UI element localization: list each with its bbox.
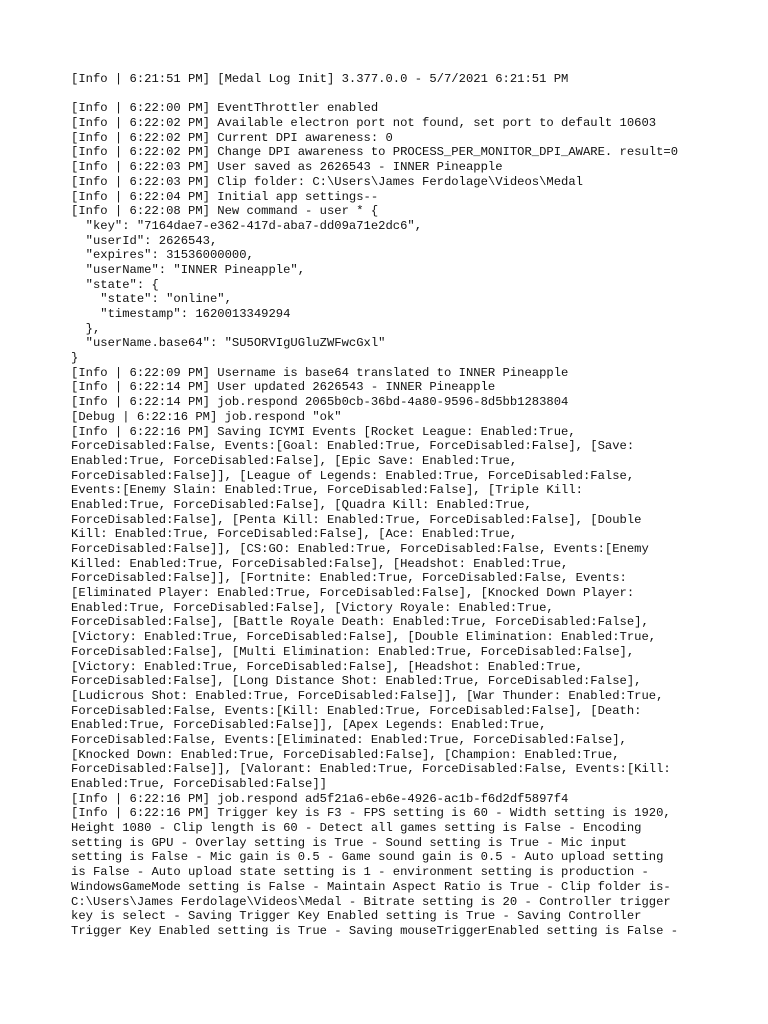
log-line: "key": "7164dae7-e362-417d-aba7-dd09a71e2dc6", xyxy=(71,218,423,233)
log-line: WindowsGameMode setting is False - Maintain Aspect Ratio is True - Clip folder is- xyxy=(71,879,671,894)
log-line: Enabled:True, ForceDisabled:False], [Victory Royale: Enabled:True, xyxy=(71,600,554,615)
log-line: "state": { xyxy=(71,277,159,292)
blank-line xyxy=(71,87,711,102)
log-line: [Info | 6:22:14 PM] User updated 2626543 - INNER Pineapple xyxy=(71,380,496,395)
log-line: [Info | 6:22:04 PM] Initial app settings-- xyxy=(71,189,379,204)
log-line: "timestamp": 1620013349294 xyxy=(71,307,291,321)
log-line: Height 1080 - Clip length is 60 - Detect all games setting is False - Encoding xyxy=(71,821,642,836)
log-line: [Ludicrous Shot: Enabled:True, ForceDisabled:False]], [War Thunder: Enabled:True, xyxy=(71,688,664,703)
log-line: Enabled:True, ForceDisabled:False]] xyxy=(71,777,327,791)
log-line: ForceDisabled:False]], [League of Legends: Enabled:True, ForceDisabled:False, xyxy=(71,468,635,483)
log-line: }, xyxy=(71,321,101,336)
log-line: Kill: Enabled:True, ForceDisabled:False], [Ace: Enabled:True, xyxy=(71,527,518,542)
log-line: C:\Users\James Ferdolage\Videos\Medal - Bitrate setting is 20 - Controller trigger xyxy=(71,894,671,909)
log-body xyxy=(71,101,711,938)
log-line: [Info | 6:22:02 PM] Available electron port not found, set port to default 10603 xyxy=(71,116,657,131)
log-line: Killed: Enabled:True, ForceDisabled:False], [Headshot: Enabled:True, xyxy=(71,556,569,571)
log-line: [Info | 6:22:03 PM] User saved as 2626543 - INNER Pineapple xyxy=(71,160,503,175)
log-document xyxy=(71,72,711,939)
log-line: ForceDisabled:False]], [Fortnite: Enabled:True, ForceDisabled:False, Events: xyxy=(71,571,627,586)
log-line: [Info | 6:22:08 PM] New command - user * { xyxy=(71,204,379,219)
log-line: Enabled:True, ForceDisabled:False], [Epic Save: Enabled:True, xyxy=(71,453,518,468)
log-line: [Victory: Enabled:True, ForceDisabled:False], [Headshot: Enabled:True, xyxy=(71,659,583,674)
log-line: is False - Auto upload state setting is 1 - environment setting is production - xyxy=(71,865,649,880)
log-line: ForceDisabled:False]], [CS:GO: Enabled:True, ForceDisabled:False, Events:[Enemy xyxy=(71,542,649,556)
log-line: key is select - Saving Trigger Key Enabled setting is True - Saving Controller xyxy=(71,909,642,924)
log-line: "userName": "INNER Pineapple", xyxy=(71,262,306,277)
log-line: [Info | 6:22:16 PM] job.respond ad5f21a6-eb6e-4926-ac1b-f6d2df5897f4 xyxy=(71,791,569,806)
log-line: Events:[Enemy Slain: Enabled:True, ForceDisabled:False], [Triple Kill: xyxy=(71,483,583,498)
log-line: [Victory: Enabled:True, ForceDisabled:False], [Double Elimination: Enabled:True, xyxy=(71,630,657,645)
log-line: ForceDisabled:False, Events:[Kill: Enabled:True, ForceDisabled:False], [Death: xyxy=(71,703,642,718)
log-line: ForceDisabled:False, Events:[Goal: Enabled:True, ForceDisabled:False], [Save: xyxy=(71,439,635,454)
log-line: Trigger Key Enabled setting is True - Saving mouseTriggerEnabled setting is False - xyxy=(71,923,679,938)
log-line: [Debug | 6:22:16 PM] job.respond "ok" xyxy=(71,409,342,424)
log-line: [Eliminated Player: Enabled:True, ForceDisabled:False], [Knocked Down Player: xyxy=(71,586,635,601)
log-line: "state": "online", xyxy=(71,292,232,307)
log-header-line: [Info | 6:21:51 PM] [Medal Log Init] 3.377.0.0 - 5/7/2021 6:21:51 PM xyxy=(71,72,569,86)
log-line: [Info | 6:22:14 PM] job.respond 2065b0cb-36bd-4a80-9596-8d5bb1283804 xyxy=(71,395,569,410)
log-line: [Info | 6:22:02 PM] Current DPI awareness: 0 xyxy=(71,130,393,145)
log-line: Enabled:True, ForceDisabled:False], [Quadra Kill: Enabled:True, xyxy=(71,497,532,512)
log-line: [Info | 6:22:16 PM] Saving ICYMI Events [Rocket League: Enabled:True, xyxy=(71,424,576,439)
log-line: ForceDisabled:False], [Penta Kill: Enabled:True, ForceDisabled:False], [Double xyxy=(71,512,642,527)
log-line: setting is GPU - Overlay setting is True - Sound setting is True - Mic input xyxy=(71,835,627,850)
log-line: } xyxy=(71,351,79,366)
log-line: [Info | 6:22:03 PM] Clip folder: C:\Users\James Ferdolage\Videos\Medal xyxy=(71,174,583,189)
log-line: [Info | 6:22:09 PM] Username is base64 translated to INNER Pineapple xyxy=(71,365,569,380)
log-line: "expires": 31536000000, xyxy=(71,248,254,263)
log-line: "userId": 2626543, xyxy=(71,233,218,248)
log-line: [Knocked Down: Enabled:True, ForceDisabled:False], [Champion: Enabled:True, xyxy=(71,747,620,762)
log-line: [Info | 6:22:00 PM] EventThrottler enabled xyxy=(71,101,379,116)
log-line: setting is False - Mic gain is 0.5 - Game sound gain is 0.5 - Auto upload setting xyxy=(71,850,664,865)
log-line: [Info | 6:22:02 PM] Change DPI awareness to PROCESS_PER_MONITOR_DPI_AWARE. result=0 xyxy=(71,145,679,160)
log-line: Enabled:True, ForceDisabled:False]], [Apex Legends: Enabled:True, xyxy=(71,718,547,733)
log-line: ForceDisabled:False]], [Valorant: Enabled:True, ForceDisabled:False, Events:[Kill: xyxy=(71,762,671,777)
log-line: "userName.base64": "SU5ORVIgUGluZWFwcGxl" xyxy=(71,336,386,351)
log-line: ForceDisabled:False, Events:[Eliminated: Enabled:True, ForceDisabled:False], xyxy=(71,732,627,747)
log-line: ForceDisabled:False], [Battle Royale Death: Enabled:True, ForceDisabled:False], xyxy=(71,615,649,630)
log-line: ForceDisabled:False], [Multi Elimination: Enabled:True, ForceDisabled:False], xyxy=(71,644,635,659)
log-line: [Info | 6:22:16 PM] Trigger key is F3 - FPS setting is 60 - Width setting is 1920, xyxy=(71,806,671,821)
log-line: ForceDisabled:False], [Long Distance Shot: Enabled:True, ForceDisabled:False], xyxy=(71,674,642,689)
